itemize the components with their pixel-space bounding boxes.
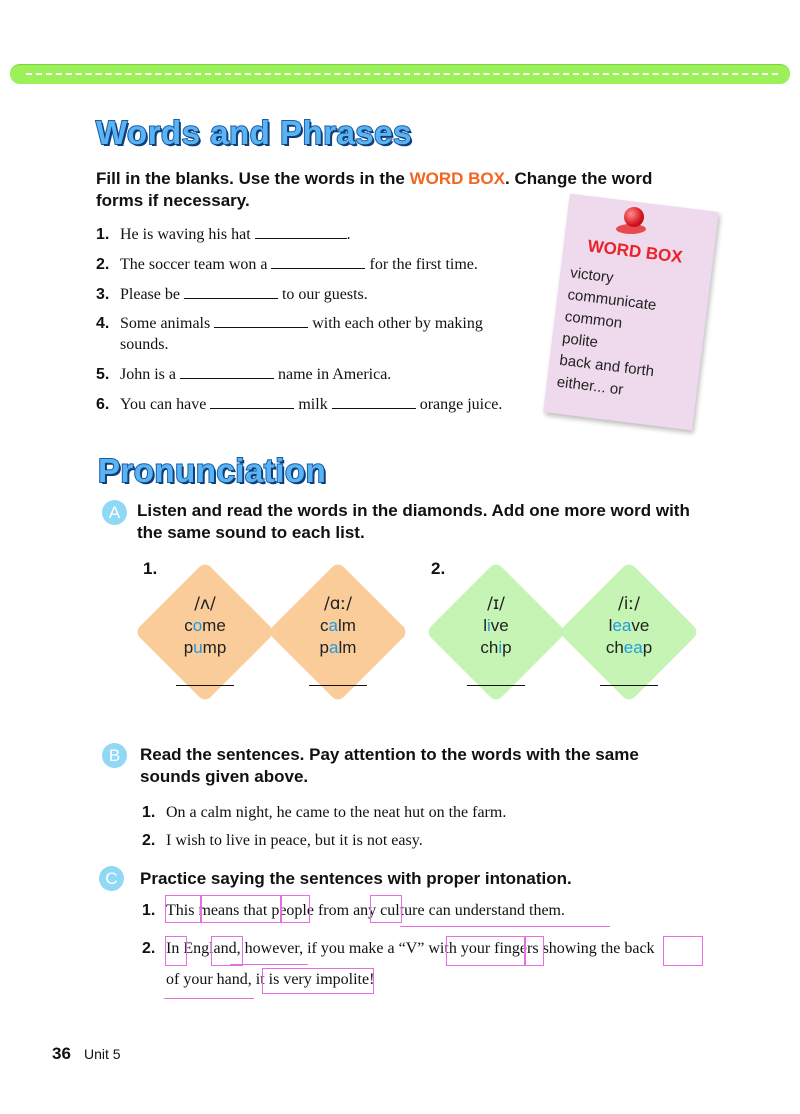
sentence-text: This means that people from any culture can understand them. [166,902,565,919]
group-number: 1. [143,559,158,578]
sentence-text: In England, however, if you make a “V” with your fingers showing the back [166,940,655,957]
instruction-text: Fill in the blanks. Use the words in the [96,169,410,188]
section-b-badge: B [102,743,127,768]
item-number: 2. [142,940,156,957]
diamond-content: /iː/ leave cheap [574,594,684,658]
intonation-mark [164,998,254,999]
item-text-continued: sounds. [120,336,169,353]
phonetic-symbol: /ɑː/ [324,594,352,614]
item-number: 1. [96,226,110,243]
instruction-line: the same sound to each list. [137,523,365,542]
item-number: 5. [96,366,110,383]
word-box-title: WORD BOX [586,236,684,267]
section-c-badge: C [99,866,124,891]
item-number: 4. [96,315,110,332]
word-box-word: victory [569,264,615,287]
exercise-item-3 [96,284,546,306]
exercise-item-6 [96,394,546,416]
item-number: 2. [96,256,110,273]
answer-blank[interactable] [309,685,367,686]
section-a-badge: A [102,500,127,525]
pronunciation-title: Pronunciation [98,452,327,489]
answer-blank[interactable] [255,224,347,239]
instruction-line: Read the sentences. Pay attention to the words with the same [140,745,639,764]
page-number: 36 [52,1044,71,1063]
word-box-word: common [563,308,624,332]
exercise-item-2 [96,254,546,276]
phonetic-symbol: /iː/ [618,594,640,614]
intonation-mark [200,895,282,923]
sentence-item [142,802,702,824]
word-box-word: either... or [555,373,625,399]
answer-blank[interactable] [271,254,365,269]
sentence-item [142,830,702,852]
sentence-text: On a calm night, he came to the neat hut on the farm. [166,804,507,821]
word-box-word: back and forth [558,351,655,381]
intonation-mark [524,936,544,966]
phonetic-symbol: /ɪ/ [487,594,505,614]
answer-blank[interactable] [214,313,308,328]
answer-blank[interactable] [467,685,525,686]
answer-blank[interactable] [184,284,278,299]
intonation-mark [230,964,308,965]
item-number: 1. [142,804,156,821]
group-number: 2. [431,559,446,578]
item-text-end: orange juice. [419,396,503,413]
item-text: He is waving his hat [120,226,251,243]
diamond-content: /ʌ/ come pump [150,594,260,658]
item-text-end: with each other by making [312,315,483,332]
diamond-content: /ɪ/ live chip [441,594,551,658]
intonation-mark [165,936,187,966]
intonation-mark [280,895,310,923]
unit-label: Unit 5 [84,1046,121,1062]
banner-stitching [26,73,778,75]
word-box-word: polite [561,329,599,352]
intonation-mark [446,936,526,966]
instruction-line: Listen and read the words in the diamonds. Add one more word with [137,501,690,520]
item-text-end: name in America. [278,366,392,383]
exercise-item-5 [96,364,546,386]
item-number: 6. [96,396,110,413]
item-text: John is a [120,366,176,383]
intonation-mark [211,936,243,966]
item-number: 1. [142,902,156,919]
intonation-mark [663,936,703,966]
word-box-highlight: WORD BOX [409,169,505,188]
diamond-content: /ɑː/ calm palm [283,594,393,658]
item-number: 3. [96,286,110,303]
instruction-text-end: . Change the word forms if necessary. [96,169,653,210]
intonation-mark [400,926,610,927]
item-text: You can have [120,396,207,413]
answer-blank[interactable] [600,685,658,686]
section-b-instruction [140,744,720,788]
phonetic-symbol: /ʌ/ [194,594,216,614]
item-text-mid: milk [298,396,328,413]
answer-blank[interactable] [332,394,416,409]
item-text-end: to our guests. [281,286,368,303]
item-text-end: for the first time. [369,256,478,273]
answer-blank[interactable] [180,364,274,379]
item-number: 2. [142,832,156,849]
item-text-end: . [346,226,351,243]
exercise-item-4 [96,313,546,357]
pushpin-icon [624,207,644,227]
answer-blank[interactable] [176,685,234,686]
section-c-instruction: Practice saying the sentences with proper intonation. [140,869,572,888]
words-and-phrases-title: Words and Phrases [96,114,412,151]
intonation-mark [165,895,202,923]
section-a-instruction [137,500,717,544]
answer-blank[interactable] [210,394,294,409]
instruction-line: sounds given above. [140,767,309,786]
sentence-text: I wish to live in peace, but it is not easy. [166,832,423,849]
exercise-item-1 [96,224,546,246]
sentence-text-continued: of your hand, it is very impolite! [166,971,375,988]
item-text: Some animals [120,315,211,332]
intonation-mark [370,895,402,923]
item-text: Please be [120,286,180,303]
word-box-word: communicate [566,286,658,314]
item-text: The soccer team won a [120,256,268,273]
intonation-mark [262,968,374,994]
